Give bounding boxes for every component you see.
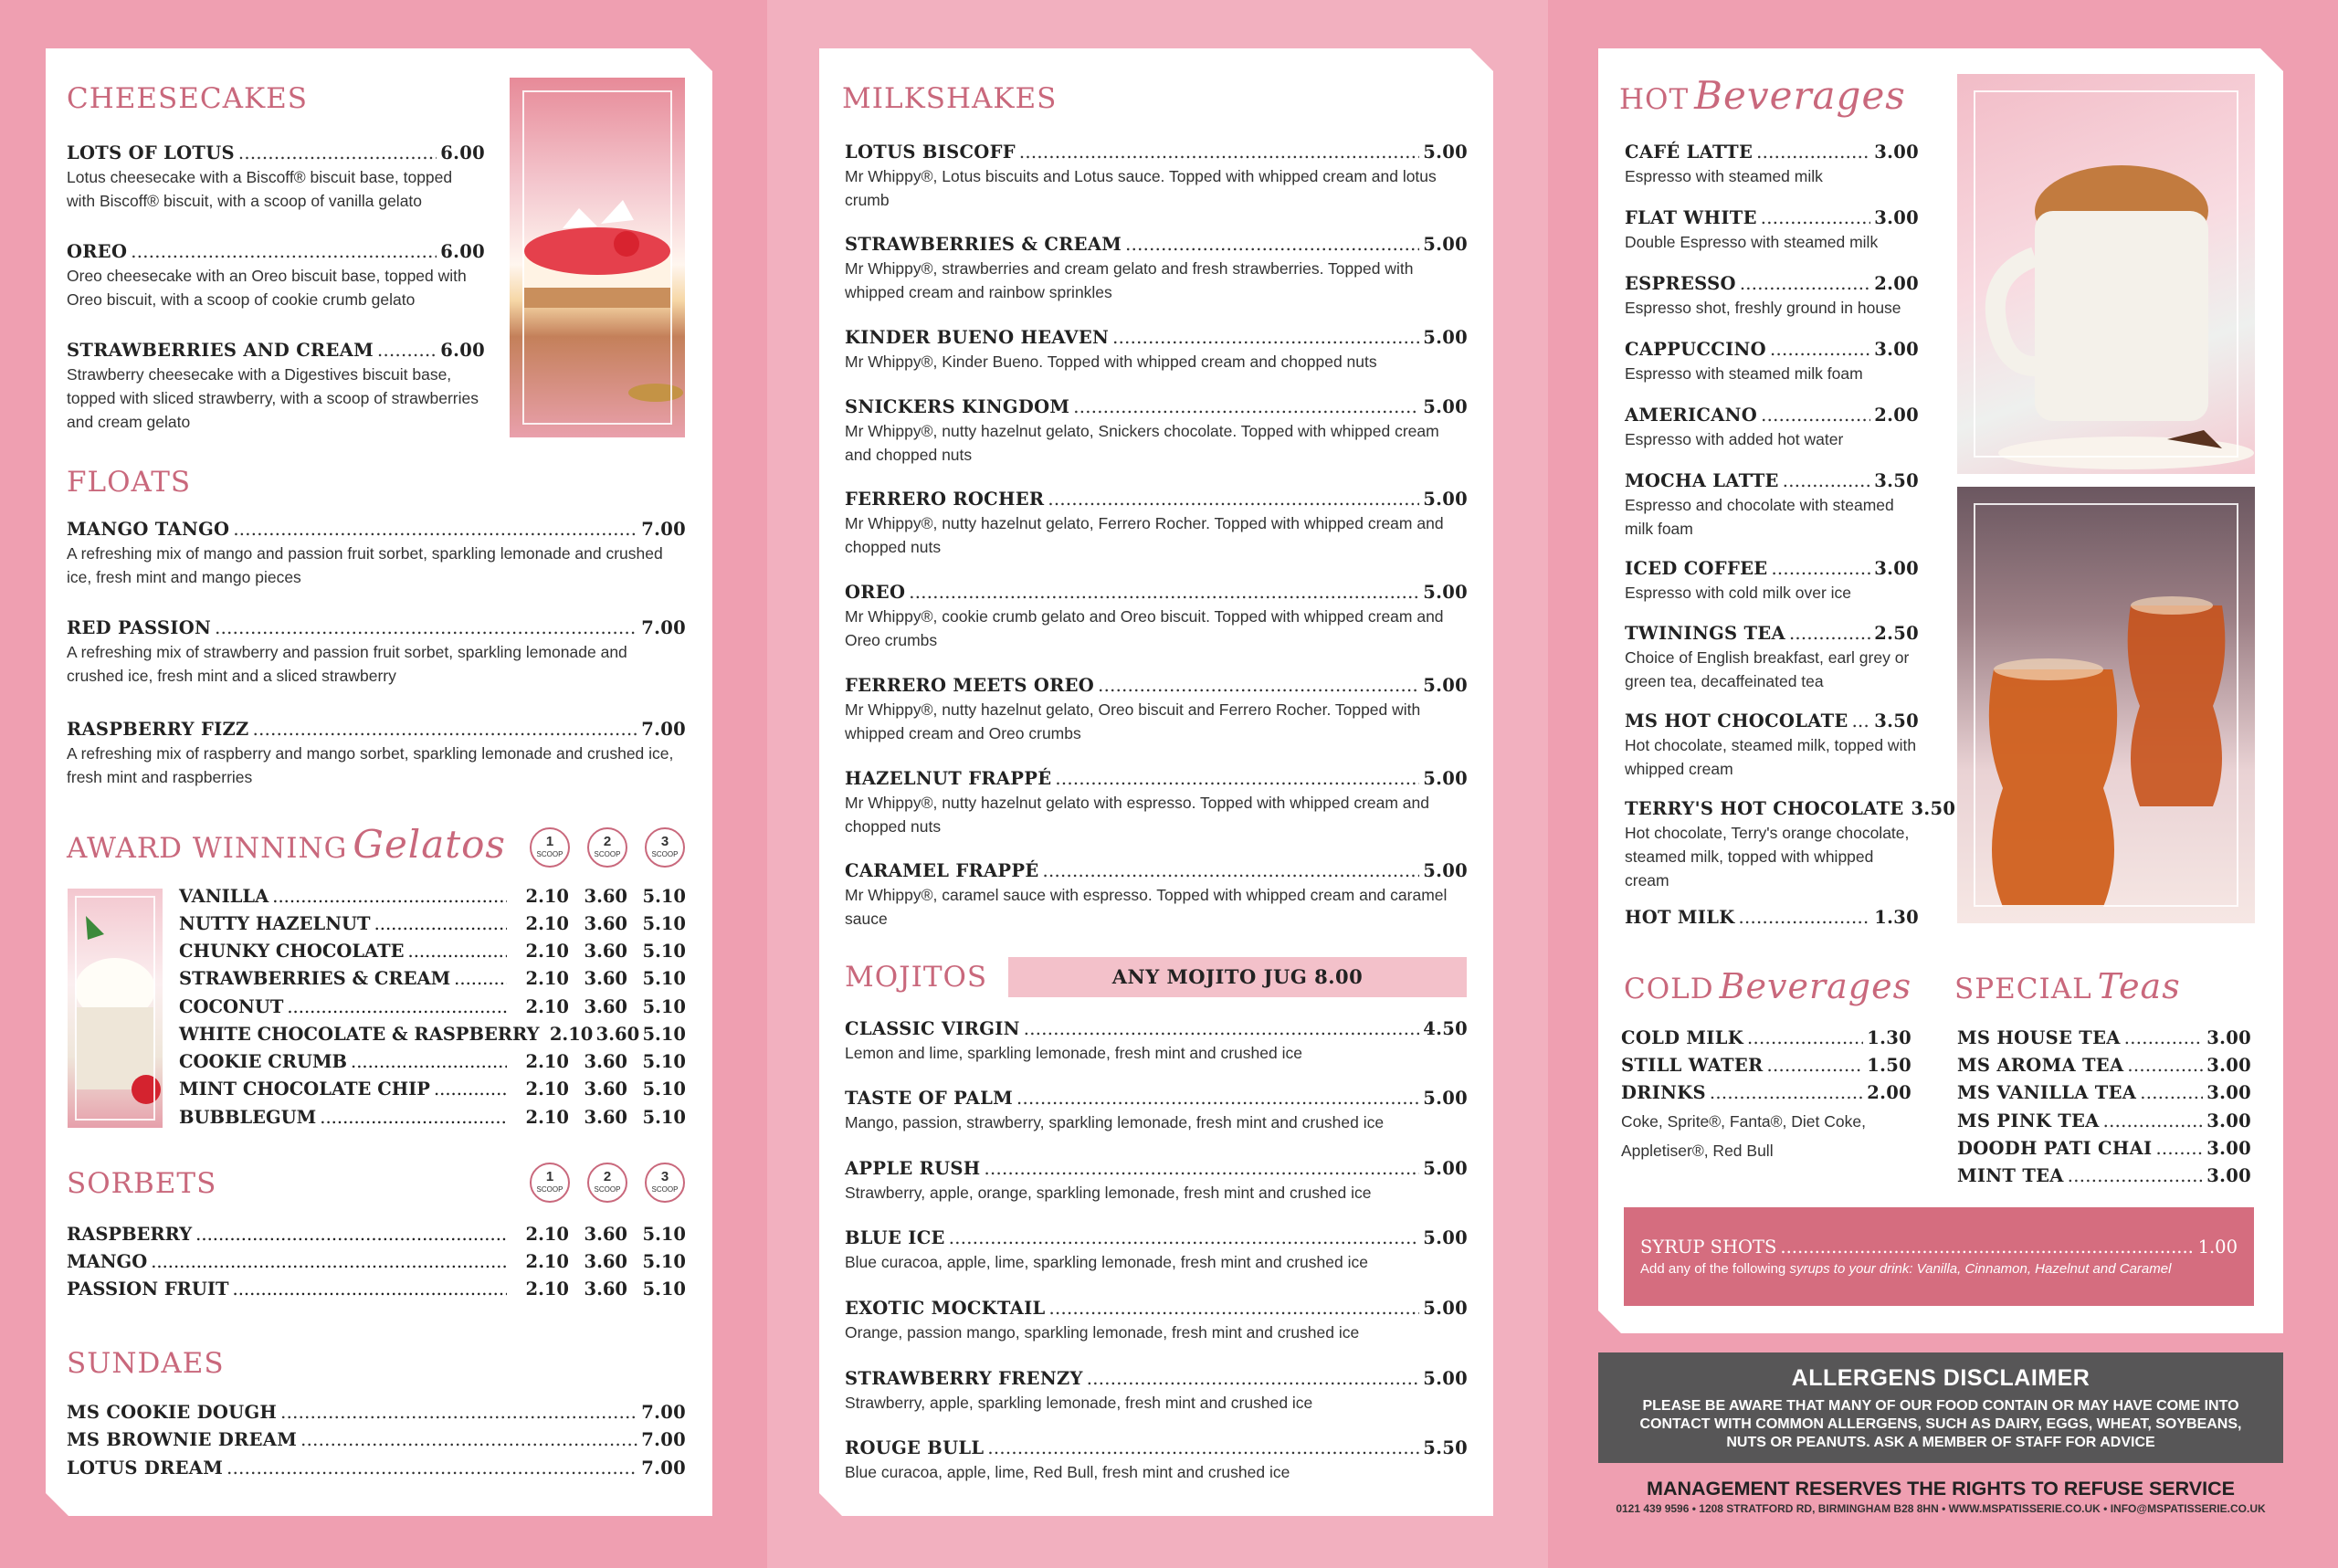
hot-beverage-item: HOT MILK ..... 1.30	[1625, 907, 1919, 928]
special-tea-item: MS AROMA TEA ..... 3.00	[1957, 1055, 2251, 1076]
scoop-3-badge: 3 SCOOP	[645, 1163, 685, 1203]
milkshake-item: FERRERO ROCHER ..... 5.00 Mr Whippy®, nutty hazelnut gelato, Ferrero Rocher. Topped with whipped cream and chopped nuts	[845, 489, 1468, 559]
hot-beverage-item: TWININGS TEA ..... 2.50 Choice of English breakfast, earl grey or green tea, decaffeinated tea	[1625, 623, 1919, 693]
hot-beverage-item: TERRY'S HOT CHOCOLATE 3.50 Hot chocolate, Terry's orange chocolate, steamed milk, topped with whipped cream	[1625, 798, 1956, 889]
hot-beverage-item: CAPPUCCINO ..... 3.00 Espresso with steamed milk foam	[1625, 339, 1919, 385]
mojito-item: STRAWBERRY FRENZY ..... 5.00 Strawberry, apple, sparkling lemonade, fresh mint and crushed ice	[845, 1368, 1468, 1415]
sorbet-row: PASSION FRUIT ..... 2.10 3.60 5.10	[67, 1279, 686, 1300]
mojito-item: BLUE ICE ..... 5.00 Blue curacoa, apple, lime, sparkling lemonade, fresh mint and crushed ice	[845, 1227, 1468, 1274]
gelato-row: BUBBLEGUM ..... 2.10 3.60 5.10	[179, 1107, 686, 1128]
tea-glasses-photo	[1957, 487, 2255, 923]
sorbets-title: SORBETS	[67, 1167, 217, 1200]
contact-line: 0121 439 9596 • 1208 STRATFORD RD, BIRMINGHAM B28 8HN • WWW.MSPATISSERIE.CO.UK • INFO@MSPATISSERIE.CO.UK	[1616, 1502, 2266, 1515]
cold-beverage-item: STILL WATER ..... 1.50	[1621, 1055, 1911, 1076]
milkshake-item: LOTUS BISCOFF ..... 5.00 Mr Whippy®, Lotus biscuits and Lotus sauce. Topped with whipped cream and lotus crumb	[845, 142, 1468, 212]
hot-beverage-item: FLAT WHITE ..... 3.00 Double Espresso with steamed milk	[1625, 207, 1919, 254]
gelato-row: CHUNKY CHOCOLATE ..... 2.10 3.60 5.10	[179, 941, 686, 962]
milkshake-item: SNICKERS KINGDOM ..... 5.00 Mr Whippy®, nutty hazelnut gelato, Snickers chocolate. Topped with whipped cream and chopped nuts	[845, 396, 1468, 467]
gelato-photo	[68, 889, 163, 1128]
hot-beverage-item: CAFÉ LATTE ..... 3.00 Espresso with steamed milk	[1625, 142, 1919, 188]
special-tea-item: DOODH PATI CHAI ..... 3.00	[1957, 1138, 2251, 1159]
hot-beverage-item: ESPRESSO ..... 2.00 Espresso shot, freshly ground in house	[1625, 273, 1919, 320]
floats-title: FLOATS	[67, 466, 192, 499]
scoop-2-badge: 2 SCOOP	[587, 827, 627, 868]
gelatos-title: AWARD WINNING Gelatos	[67, 822, 506, 867]
milkshake-item: FERRERO MEETS OREO ..... 5.00 Mr Whippy®, nutty hazelnut gelato, Oreo biscuit and Ferrero Rocher. Topped with whipped cream and Oreo crumbs	[845, 675, 1468, 745]
allergens-title: ALLERGENS DISCLAIMER	[1791, 1365, 2091, 1391]
mojito-item: ROUGE BULL ..... 5.50 Blue curacoa, apple, lime, Red Bull, fresh mint and crushed ice	[845, 1437, 1468, 1484]
sundae-item: MS BROWNIE DREAM ..... 7.00	[67, 1429, 686, 1450]
gelato-row: STRAWBERRIES & CREAM ..... 2.10 3.60 5.10	[179, 968, 686, 989]
scoop-3-badge: 3 SCOOP	[645, 827, 685, 868]
scoop-1-badge: 1 SCOOP	[530, 1163, 570, 1203]
mojito-item: CLASSIC VIRGIN ..... 4.50 Lemon and lime, sparkling lemonade, fresh mint and crushed ice	[845, 1018, 1468, 1065]
sorbet-row: MANGO ..... 2.10 3.60 5.10	[67, 1251, 686, 1272]
scoop-1-badge: 1 SCOOP	[530, 827, 570, 868]
cheesecake-item: STRAWBERRIES AND CREAM ..... 6.00 Strawberry cheesecake with a Digestives biscuit base, topped with sliced strawberry, with a scoop of strawberries and cream gelato	[67, 340, 485, 434]
mojito-item: APPLE RUSH ..... 5.00 Strawberry, apple, orange, sparkling lemonade, fresh mint and crushed ice	[845, 1158, 1468, 1205]
hot-beverages-title: HOT Beverages	[1619, 73, 1906, 118]
sundaes-title: SUNDAES	[67, 1347, 225, 1380]
milkshake-item: KINDER BUENO HEAVEN ..... 5.00 Mr Whippy®, Kinder Bueno. Topped with whipped cream and chopped nuts	[845, 327, 1468, 374]
hot-beverage-item: MS HOT CHOCOLATE ..... 3.50 Hot chocolate, steamed milk, topped with whipped cream	[1625, 710, 1919, 781]
hot-beverage-item: ICED COFFEE ..... 3.00 Espresso with cold milk over ice	[1625, 558, 1919, 605]
cheesecakes-title: CHEESECAKES	[67, 82, 309, 115]
mojito-item: TASTE OF PALM ..... 5.00 Mango, passion, strawberry, sparkling lemonade, fresh mint and crushed ice	[845, 1088, 1468, 1134]
cold-beverage-item: COLD MILK ..... 1.30	[1621, 1027, 1911, 1048]
sorbet-row: RASPBERRY ..... 2.10 3.60 5.10	[67, 1224, 686, 1245]
coffee-mug-photo	[1957, 74, 2255, 474]
float-item: MANGO TANGO ..... 7.00 A refreshing mix of mango and passion fruit sorbet, sparkling lemonade and crushed ice, fresh mint and mango pieces	[67, 519, 686, 589]
special-tea-item: MS HOUSE TEA ..... 3.00	[1957, 1027, 2251, 1048]
syrup-shots-banner: SYRUP SHOTS ..... 1.00 Add any of the following syrups to your drink: Vanilla, Cinnamon, Hazelnut and Caramel	[1624, 1207, 2254, 1306]
sundae-item: LOTUS DREAM ..... 7.00	[67, 1458, 686, 1479]
cheesecake-item: LOTS OF LOTUS ..... 6.00 Lotus cheesecake with a Biscoff® biscuit base, topped with Biscoff® biscuit, with a scoop of vanilla gelato	[67, 142, 485, 213]
cheesecake-item: OREO ..... 6.00 Oreo cheesecake with an Oreo biscuit base, topped with Oreo biscuit, with a scoop of cookie crumb gelato	[67, 241, 485, 311]
float-item: RASPBERRY FIZZ ..... 7.00 A refreshing mix of raspberry and mango sorbet, sparkling lemonade and crushed ice, fresh mint and raspberries	[67, 719, 686, 789]
gelato-row: COCONUT ..... 2.10 3.60 5.10	[179, 996, 686, 1017]
cheesecake-photo	[510, 78, 685, 437]
gelato-row: COOKIE CRUMB ..... 2.10 3.60 5.10	[179, 1051, 686, 1072]
special-tea-item: MS VANILLA TEA ..... 3.00	[1957, 1082, 2251, 1103]
mojito-jug-banner: ANY MOJITO JUG 8.00	[1008, 957, 1467, 997]
gelato-row: MINT CHOCOLATE CHIP ..... 2.10 3.60 5.10	[179, 1079, 686, 1100]
cold-beverages-title: COLD Beverages	[1624, 966, 1912, 1006]
special-tea-item: MINT TEA ..... 3.00	[1957, 1165, 2251, 1186]
mojito-item: EXOTIC MOCKTAIL ..... 5.00 Orange, passion mango, sparkling lemonade, fresh mint and crushed ice	[845, 1298, 1468, 1344]
milkshake-item: OREO ..... 5.00 Mr Whippy®, cookie crumb gelato and Oreo biscuit. Topped with whipped cream and Oreo crumbs	[845, 582, 1468, 652]
gelato-row: WHITE CHOCOLATE & RASPBERRY 2.10 3.60 5.10	[179, 1024, 686, 1045]
management-notice: MANAGEMENT RESERVES THE RIGHTS TO REFUSE SERVICE	[1647, 1478, 2235, 1500]
mojitos-title: MOJITOS	[845, 961, 988, 994]
milkshakes-title: MILKSHAKES	[842, 82, 1058, 115]
scoop-2-badge: 2 SCOOP	[587, 1163, 627, 1203]
allergens-body: PLEASE BE AWARE THAT MANY OF OUR FOOD CONTAIN OR MAY HAVE COME INTO CONTACT WITH COMMON ALLERGENS, SUCH AS DAIRY, EGGS, WHEAT, SOYBEANS, NUTS OR PEANUTS. ASK A MEMBER OF STAFF FOR ADVICE	[1639, 1398, 2242, 1450]
special-tea-item: MS PINK TEA ..... 3.00	[1957, 1110, 2251, 1131]
gelato-row: VANILLA ..... 2.10 3.60 5.10	[179, 886, 686, 907]
milkshake-item: STRAWBERRIES & CREAM ..... 5.00 Mr Whippy®, strawberries and cream gelato and fresh strawberries. Topped with whipped cream and rainbow sprinkles	[845, 234, 1468, 304]
milkshake-item: CARAMEL FRAPPÉ ..... 5.00 Mr Whippy®, caramel sauce with espresso. Topped with whipped cream and caramel sauce	[845, 860, 1468, 931]
special-teas-title: SPECIAL Teas	[1954, 966, 2181, 1006]
hot-beverage-item: MOCHA LATTE ..... 3.50 Espresso and chocolate with steamed milk foam	[1625, 470, 1919, 541]
milkshake-item: HAZELNUT FRAPPÉ ..... 5.00 Mr Whippy®, nutty hazelnut gelato with espresso. Topped with whipped cream and chopped nuts	[845, 768, 1468, 838]
float-item: RED PASSION ..... 7.00 A refreshing mix of strawberry and passion fruit sorbet, sparkling lemonade and crushed ice, fresh mint and a sliced strawberry	[67, 617, 686, 688]
allergens-disclaimer	[1598, 1352, 2283, 1463]
sundae-item: MS COOKIE DOUGH ..... 7.00	[67, 1402, 686, 1423]
hot-beverage-item: AMERICANO ..... 2.00 Espresso with added hot water	[1625, 405, 1919, 451]
gelato-row: NUTTY HAZELNUT ..... 2.10 3.60 5.10	[179, 913, 686, 934]
cold-beverage-item: DRINKS ..... 2.00 Coke, Sprite®, Fanta®, Diet Coke, Appletiser®, Red Bull	[1621, 1082, 1911, 1165]
